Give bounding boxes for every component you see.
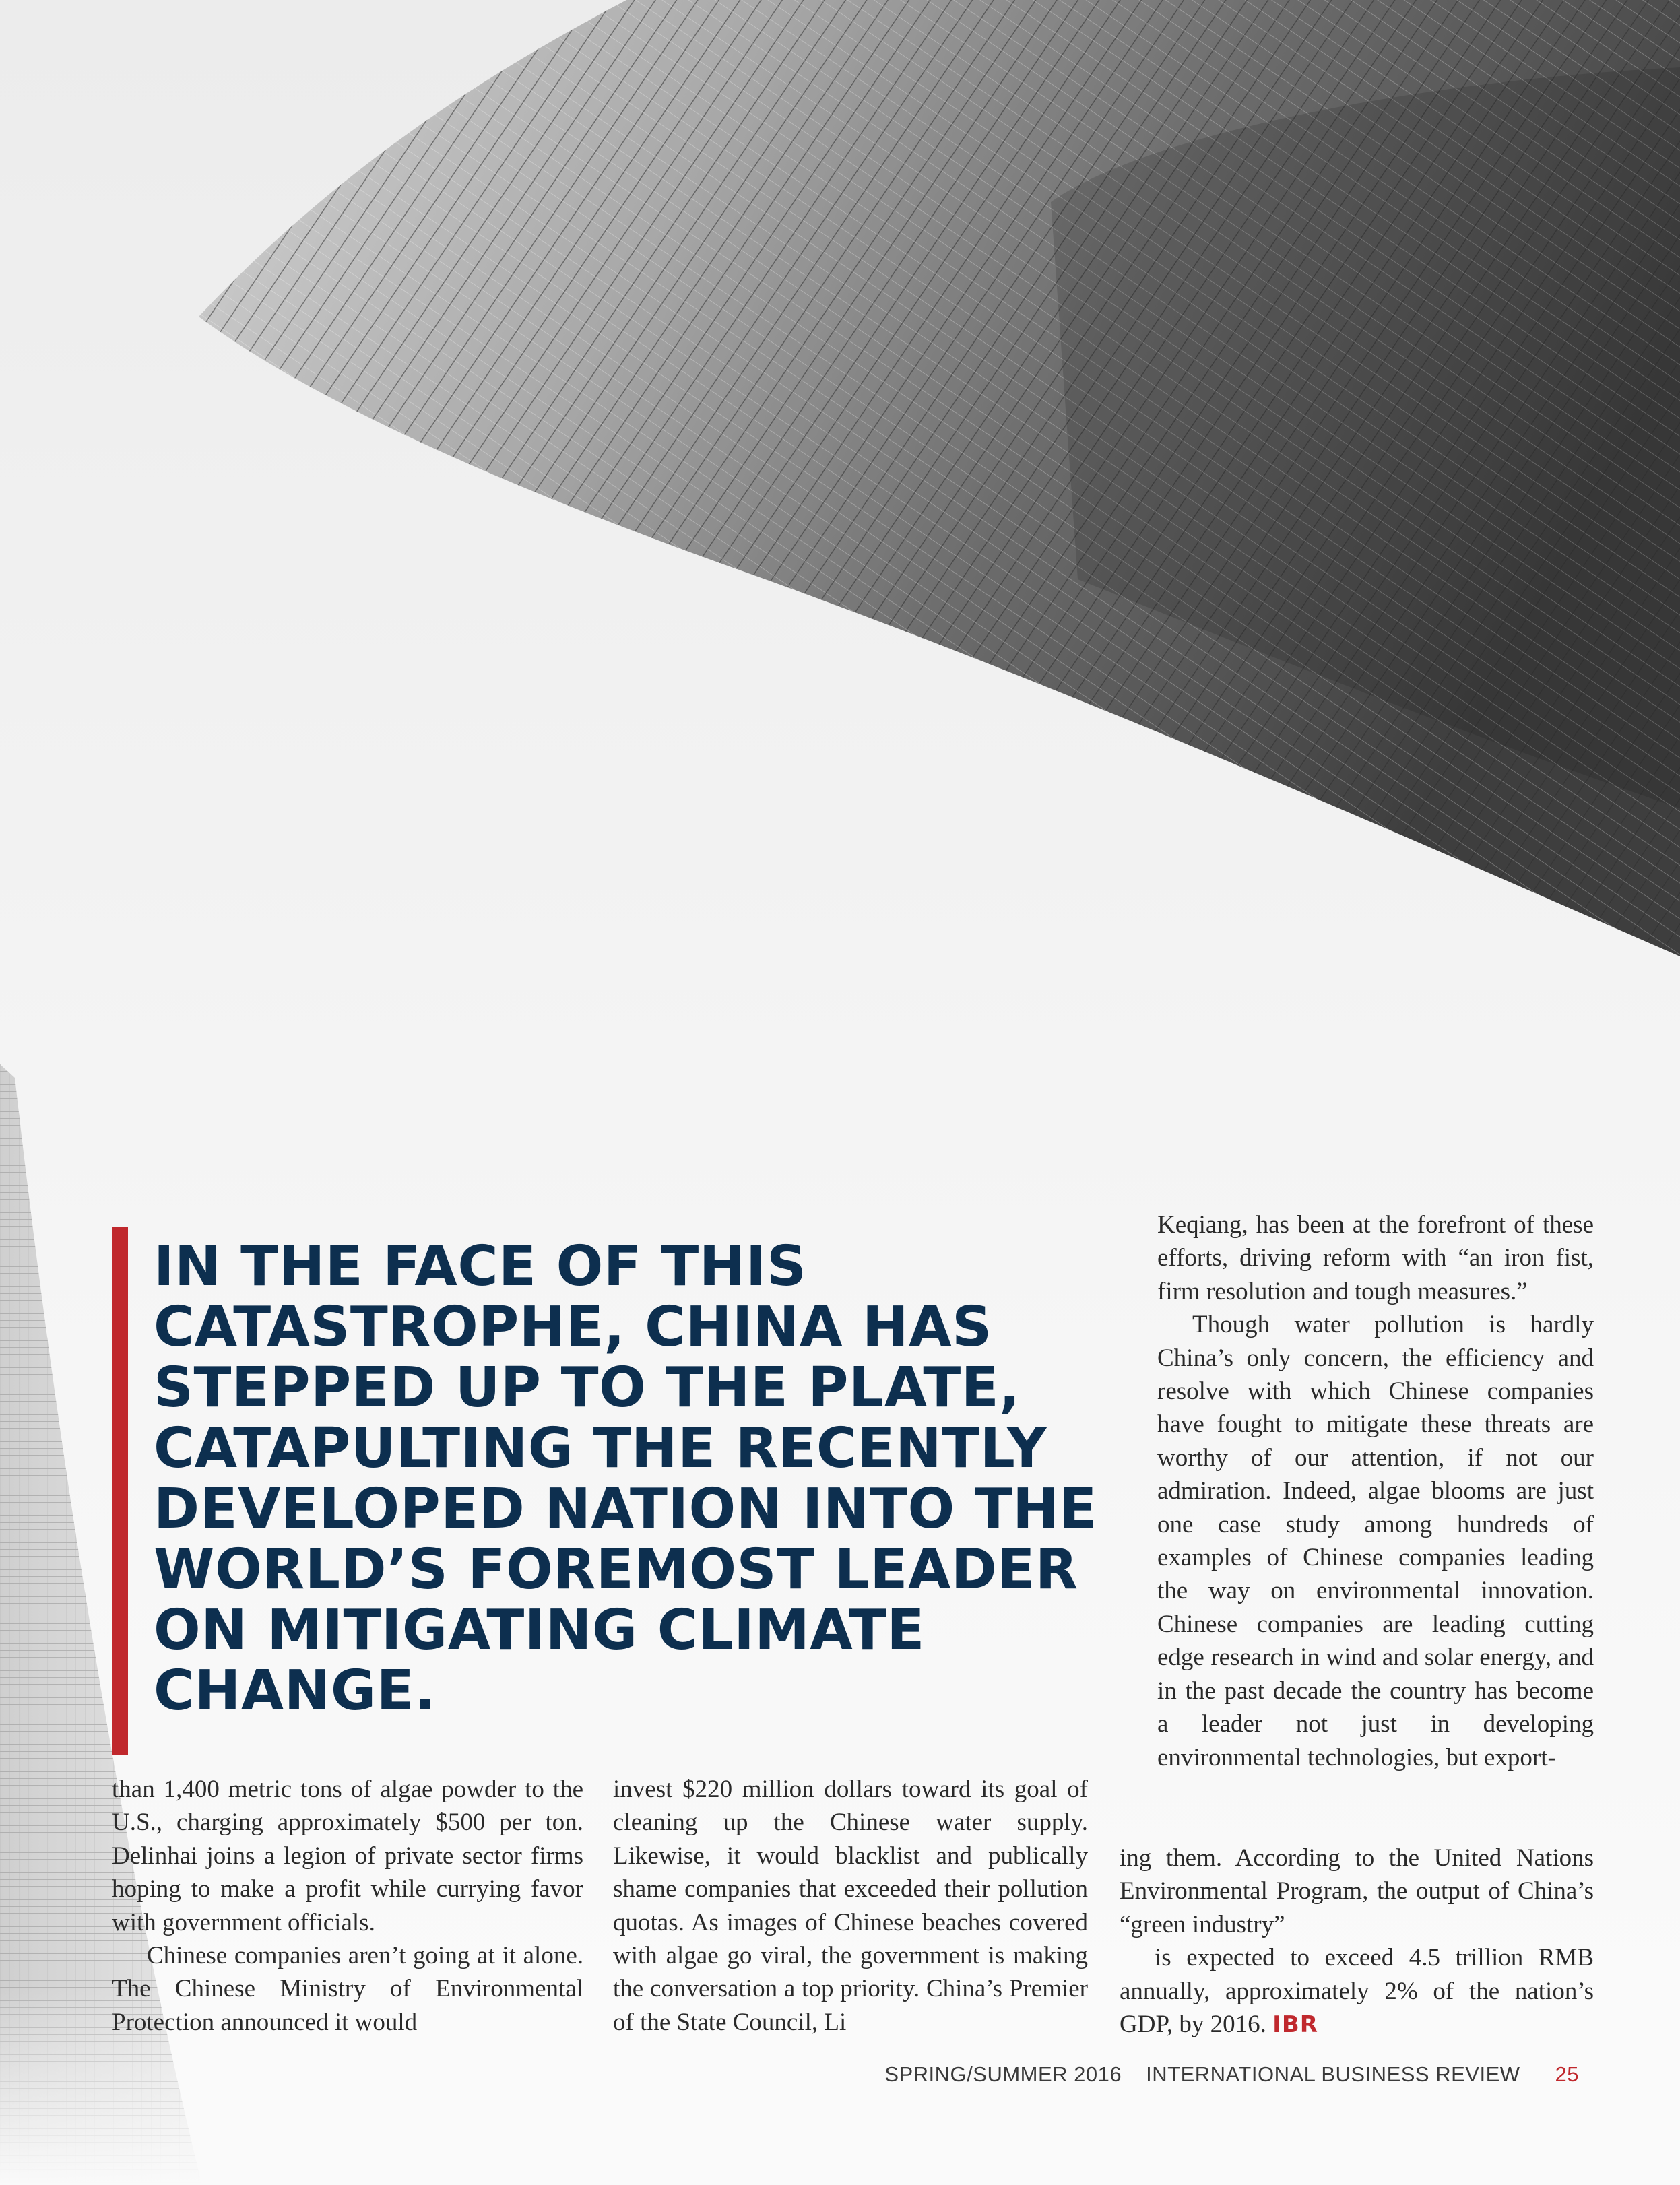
page-footer	[884, 2062, 1579, 2087]
body-column-1	[112, 1773, 583, 2039]
body-paragraph: than 1,400 metric tons of algae powder to the U.S., charging approximately $500 per ton. Delinhai joins a legion of private sector firms hoping to make a profit while currying favor with government officials.	[112, 1775, 583, 1936]
body-paragraph: Keqiang, has been at the forefront of these efforts, driving reform with “an iron fist, firm resolution and tough measures.”	[1157, 1211, 1594, 1305]
body-column-3-lower	[1120, 1841, 1594, 2042]
body-paragraph-final	[1120, 1941, 1594, 2042]
body-column-3-upper	[1157, 1208, 1594, 1774]
body-paragraph: invest $220 million dollars toward its goal of cleaning up the Chinese water supply. Likewise, it would blacklist and publically shame companies that exceeded their pollution quotas. As images of Chinese beaches covered with algae go viral, the government is making the conversation a top priority. China’s Premier of the State Council, Li	[613, 1775, 1088, 2036]
body-paragraph: ing them. According to the United Nations Environmental Program, the output of China’s “green industry”	[1120, 1844, 1594, 1938]
publication-name: INTERNATIONAL BUSINESS REVIEW	[1146, 2062, 1520, 2086]
ibr-end-mark: IBR	[1272, 2011, 1318, 2039]
issue-label: SPRING/SUMMER 2016	[884, 2062, 1122, 2086]
pull-quote-text: IN THE FACE OF THIS CATASTROPHE, CHINA HAS STEPPED UP TO THE PLATE, CATAPULTING THE RECENTLY DEVELOPED NATION INTO THE WORLD’S FOREMOST LEADER ON MITIGATING CLIMATE CHANGE.	[154, 1235, 1097, 1723]
pull-quote	[112, 1227, 1122, 1755]
body-paragraph: Though water pollution is hardly China’s only concern, the efficiency and resolve with which Chinese companies have fought to mitigate these threats are worthy of our attention, if not our admiration. Indeed, algae blooms are just one case study among hundreds of examples of Chinese companies leading the way on environmental innovation. Chinese companies are leading cutting edge research in wind and solar energy, and in the past decade the country has become a leader not just in developing environmental technologies, but export-	[1157, 1311, 1594, 1771]
final-sentence: is expected to exceed 4.5 trillion RMB annually, approximately 2% of the nation’s GDP, by 2016.	[1120, 1944, 1594, 2039]
body-paragraph: Chinese companies aren’t going at it alone. The Chinese Ministry of Environmental Protection announced it would	[112, 1942, 583, 2036]
body-column-2	[613, 1773, 1088, 2039]
page-number: 25	[1555, 2062, 1579, 2086]
